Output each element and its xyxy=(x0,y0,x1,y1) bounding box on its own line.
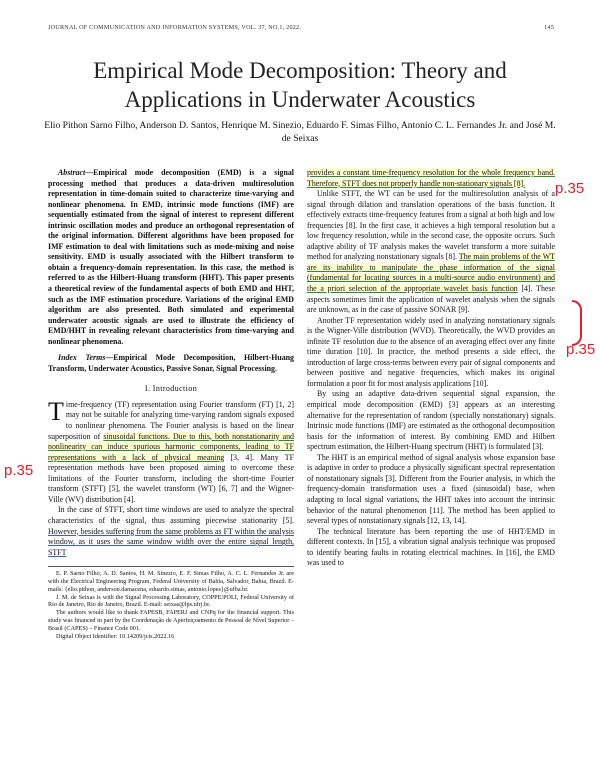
wt-text-a: Unlike STFT, the WT can be used for the multiresolution analysis of a signal through dilation and translation operations of the basis function. It effectively extracts time-frequency features from a signal at both high and low frequencies [8]. In the first case, it achieves a high temporal resolution but a low frequency resolution, while in the second case, the opposite occurs. Such adaptive ability of TF analysis makes the wavelet transform a more suitable method for analyzing nonstationary signals [8]. xyxy=(307,189,555,262)
footnotes xyxy=(48,566,294,640)
right-paragraph-4: By using an adaptive data-driven sequential signal expansion, the empirical mode decomposition (EMD) [3] appears as an interesting alternative for the representation of random (specially nonstationary) signals. Intrinsic mode functions (IMF) are estimated as the orthogonal decomposition basis for the information of interest. By combining EMD and Hilbert spectrum estimation, the Hilbert-Huang spectrum (HHT) is formulated [3]. xyxy=(307,389,555,452)
running-header xyxy=(48,24,554,31)
highlight-stft-resolution[interactable]: provides a constant time-frequency resolution for the whole frequency band. Therefore, STFT does not properly handle non-stationary signals [8]. xyxy=(307,168,555,188)
left-column xyxy=(48,168,294,640)
drop-cap: T xyxy=(48,396,64,426)
paper-title: Empirical Mode Decomposition: Theory and Applications in Underwater Acoustics xyxy=(93,58,507,112)
section-heading: I. Introduction xyxy=(144,384,198,394)
abstract-text: —Empirical mode decomposition (EMD) is a signal processing method that produces a data-driven multiresolution representation in time-domain suited to characterize time-varying and nonlinear phenomena. In EMD, intrinsic mode functions (IMF) are sequentially estimated from the signal of interest to represent different intrinsic oscillation modes and produce an orthogonal representation of the original information. Different algorithms have been proposed for IMF estimation to deal with limitations such as mode-mixing and noise sensitivity. EMD is usually associated with the Hilbert transform to obtain a frequency-domain representation. In this case, the method is referred to as the Hilbert-Huang transform (HHT). This paper presents a theoretical review of the fundamental aspects of both EMD and HHT, such as the IMF estimation procedure. Variations of the original EMD algorithm are also presented. Both simulated and experimental underwater acoustic signals are used to illustrate the efficiency of EMD/HHT in revealing relevant characteristics from time-varying and nonlinear phenomena. xyxy=(48,168,294,346)
abstract xyxy=(48,168,294,347)
annotation-brace xyxy=(572,300,582,346)
index-terms-label: Index Terms xyxy=(58,353,106,363)
right-paragraph-6: The technical literature has been reporting the use of HHT/EMD in different contexts. In [15], a vibration signal analysis technique was proposed to identify bearing faults in rotating electrical machines. In [16], the EMD was used to xyxy=(307,526,555,568)
highlight-wt-problems[interactable]: The main problems of the WT are its inability to manipulate the phase information of the signal (fundamental for locating sources in a multi-source audio environment) and the a priori selection of the appropriate wavelet basis function xyxy=(307,252,555,294)
footnote-doi: Digital Object Identifier: 10.14209/jcis.2022.16 xyxy=(56,632,175,640)
right-paragraph-3: Another TF representation widely used in analyzing nonstationary signals is the Wigner-Ville distribution (WVD). Theoretically, the WVD provides an infinite TF resolution due to the absence of an averaging effect over any finite time duration [10]. In practice, the method presents a side effect, the introduction of large cross-terms between every pair of signal components and between positive and negative frequencies, which makes its original formulation a poor fit for most analysis applications [10]. xyxy=(307,315,555,388)
footnote-funding: The authors would like to thank FAPESB, FAPERJ and CNPq for the financial support. This study was financed in part by the Coordenação de Aperfeiçoamento de Pessoal de Nível Superior – Brasil (CAPES) – Finance Code 001. xyxy=(48,609,294,632)
index-terms-text: —Empirical Mode Decomposition, Hilbert-Huang Transform, Underwater Acoustics, Passive Sonar, Signal Processing. xyxy=(48,353,295,373)
highlight-nonstationarity[interactable]: sinusoidal functions. Due to this, both nonstationarity and nonlinearity can induce spurious harmonic components, leading to TF representations with a lack of physical meaning xyxy=(48,431,294,462)
right-paragraph-2 xyxy=(307,189,555,316)
intro-paragraph-2 xyxy=(48,505,294,558)
intro-text-b: [3, 4]. Many TF representation methods have been proposed aiming to overcome these limitations of the Fourier transform, including the short-time Fourier transform (STFT) [5], the wavelet transform (WT) [6, 7] and the Wigner-Ville (WV) distribution [4]. xyxy=(48,452,294,504)
index-terms xyxy=(48,353,294,374)
annotation-left: p.35 xyxy=(4,462,34,479)
journal-name: JOURNAL OF COMMUNICATION AND INFORMATION SYSTEMS, VOL. 37, NO.1, 2022. xyxy=(48,24,302,31)
footnote-affiliation: E. P. Sarno Filho, A. D. Santos, H. M. Sinezio, E. F. Simas Filho, A. C. L. Fernandes Jr. are with the Electrical Engineering Program, Federal University of Bahia, Salvador, Bahia, Brazil. E-mails: {elio.pithon, anderson.damacena, eduardo.simas, antonio.lopes}@ufba.br. xyxy=(48,570,294,593)
annotation-right-top: p.35 xyxy=(555,180,585,197)
wt-text-b: [4]. These aspects sometimes limit the application of wavelet analysis when the signals are unknown, as in the case of passive SONAR [9]. xyxy=(307,284,555,315)
right-paragraph-1 xyxy=(307,168,555,189)
intro-paragraph-1 xyxy=(48,396,294,505)
author-list: Elio Pithon Sarno Filho, Anderson D. Santos, Henrique M. Sinezio, Eduardo F. Simas Filho, Antonio C. L. Fernandes Jr. and José M. de Seixas xyxy=(44,120,556,144)
intro-text-c: In the case of STFT, short time windows are used to analyze the spectral characteristics of the signal, thus assuming piecewise stationarity [5]. xyxy=(48,505,294,525)
footnote-seixas: J. M. de Seixas is with the Signal Processing Laboratory, COPPE/POLI, Federal University of Rio de Janeiro, Rio de Janeiro, Brazil. E-mail: seixas@lps.ufrj.br. xyxy=(48,593,294,609)
annotation-right-mid: p.35 xyxy=(566,341,596,358)
highlight-stft[interactable]: However, besides suffering from the same problems as FT within the analysis window, as it uses the same window width over the entire signal length, STFT xyxy=(48,526,294,557)
right-paragraph-5: The HHT is an empirical method of signal analysis whose expansion base is adaptive in order to produce a physically significant spectral representation of nonstationary signals [3]. Different from the Fourier analysis, in which the frequency-domain transformation uses a fixed (sinusoidal) base, when adapting to local signal variations, the HHT takes into account the intrinsic behavior of the natural phenomenon [11]. The method has been applied to several types of nonstationary signals [12, 13, 14]. xyxy=(307,452,555,526)
abstract-label: Abstract xyxy=(58,168,86,177)
intro-text-a: ime-frequency (TF) representation using Fourier transform (FT) [1, 2] may not be suitable for analyzing time-varying random signals exposed to nonlinear phenomena. The Fourier analysis is based on the linear superposition of xyxy=(48,399,294,441)
page-number: 145 xyxy=(544,24,554,31)
right-column xyxy=(307,168,555,569)
